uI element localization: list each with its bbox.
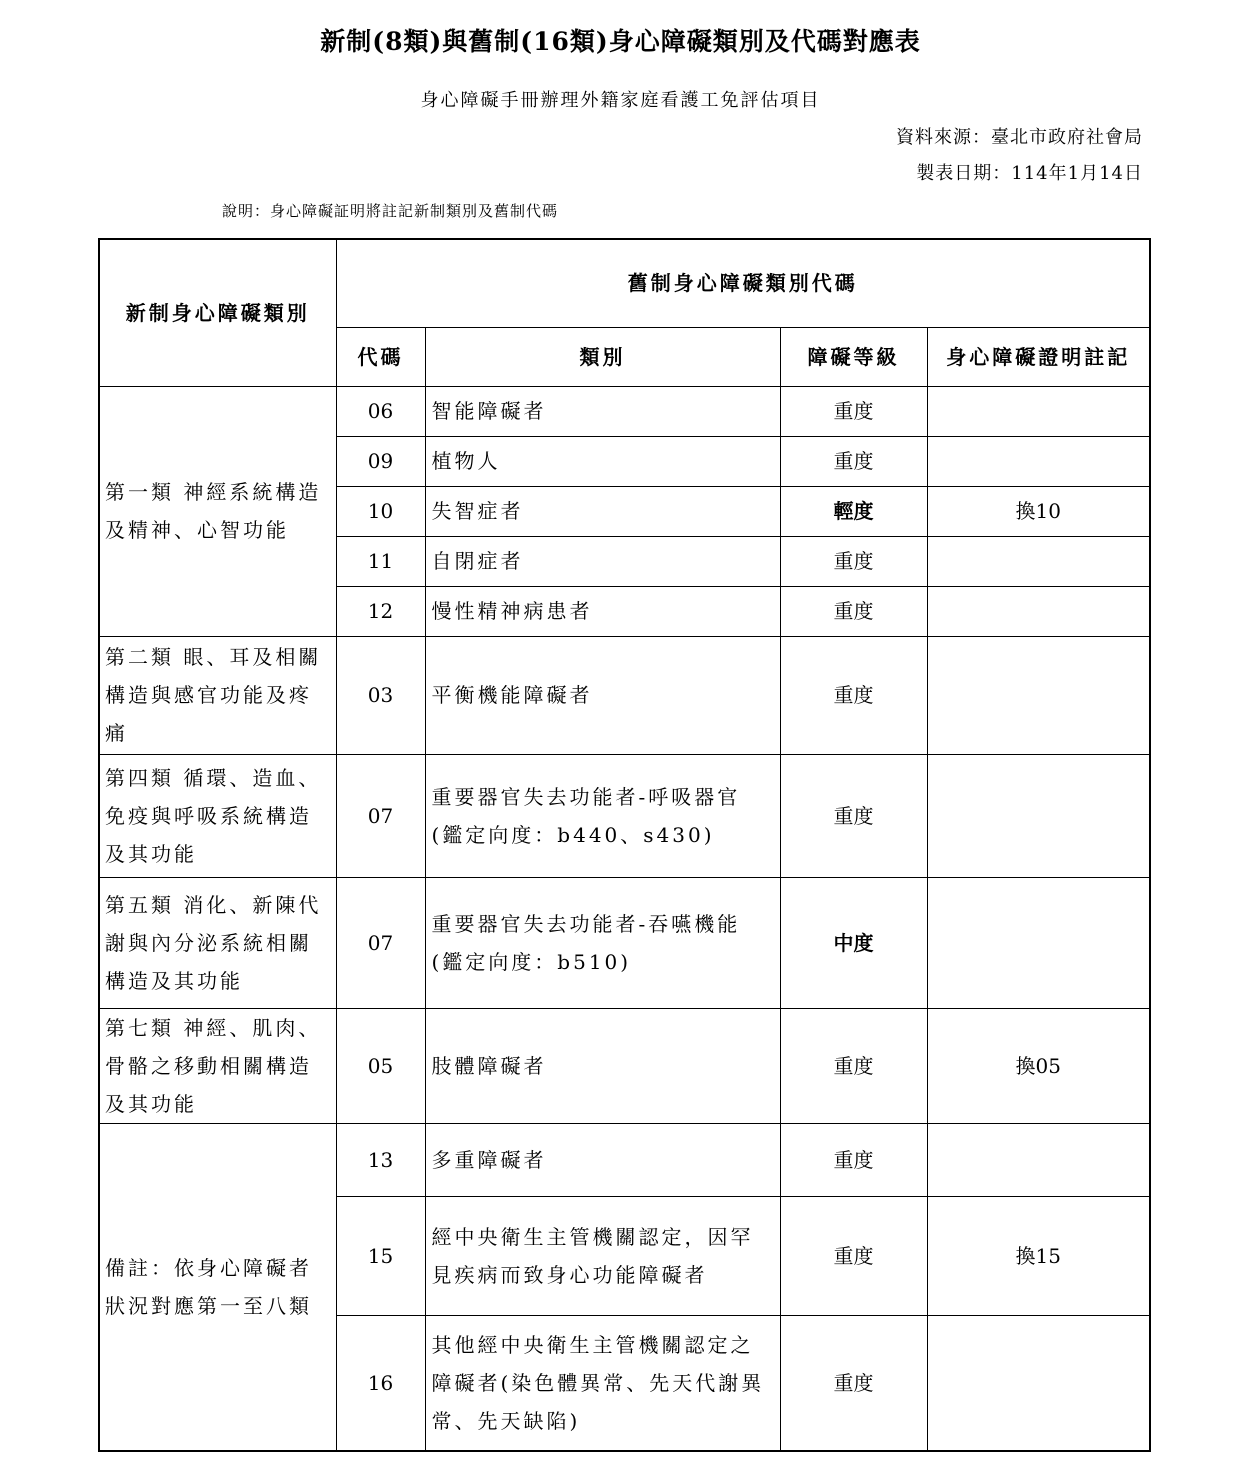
remark-cell — [927, 1315, 1150, 1451]
code-cell: 05 — [336, 1008, 425, 1123]
new-category-cell: 第四類 循環、造血、免疫與呼吸系統構造及其功能 — [99, 754, 336, 877]
level-cell: 輕度 — [780, 486, 927, 536]
level-cell: 重度 — [780, 1123, 927, 1196]
level-cell: 重度 — [780, 1196, 927, 1315]
code-cell: 09 — [336, 436, 425, 486]
header-old-group: 舊制身心障礙類別代碼 — [336, 239, 1150, 327]
table-row — [99, 386, 1150, 436]
new-category-cell: 備註：依身心障礙者狀況對應第一至八類 — [99, 1123, 336, 1451]
remark-cell — [927, 754, 1150, 877]
new-category-cell: 第五類 消化、新陳代謝與內分泌系統相關構造及其功能 — [99, 877, 336, 1008]
code-cell: 15 — [336, 1196, 425, 1315]
level-cell: 重度 — [780, 536, 927, 586]
new-category-cell: 第七類 神經、肌肉、骨骼之移動相關構造及其功能 — [99, 1008, 336, 1123]
category-cell: 植物人 — [425, 436, 780, 486]
table-row — [99, 877, 1150, 1008]
level-cell: 重度 — [780, 754, 927, 877]
remark-cell: 換15 — [927, 1196, 1150, 1315]
code-cell: 07 — [336, 877, 425, 1008]
category-cell: 肢體障礙者 — [425, 1008, 780, 1123]
header-level: 障礙等級 — [780, 327, 927, 386]
document-subtitle: 身心障礙手冊辦理外籍家庭看護工免評估項目 — [420, 90, 821, 111]
category-cell: 自閉症者 — [425, 536, 780, 586]
table-body — [99, 386, 1150, 1451]
level-cell: 中度 — [780, 877, 927, 1008]
remark-cell — [927, 586, 1150, 636]
explanation-note: 說明：身心障礙証明將註記新制類別及舊制代碼 — [222, 202, 559, 220]
remark-cell — [927, 536, 1150, 586]
table-row — [99, 754, 1150, 877]
code-cell: 03 — [336, 636, 425, 754]
code-cell: 07 — [336, 754, 425, 877]
level-cell: 重度 — [780, 586, 927, 636]
level-cell: 重度 — [780, 386, 927, 436]
remark-cell — [927, 877, 1150, 1008]
remark-cell — [927, 386, 1150, 436]
table-row — [99, 636, 1150, 754]
category-cell: 慢性精神病患者 — [425, 586, 780, 636]
category-cell: 失智症者 — [425, 486, 780, 536]
header-category: 類別 — [425, 327, 780, 386]
table-row — [99, 1008, 1150, 1123]
remark-cell — [927, 1123, 1150, 1196]
remark-cell: 換05 — [927, 1008, 1150, 1123]
category-mapping-table — [98, 238, 1151, 1452]
level-cell: 重度 — [780, 636, 927, 754]
level-cell: 重度 — [780, 1315, 927, 1451]
code-cell: 13 — [336, 1123, 425, 1196]
code-cell: 16 — [336, 1315, 425, 1451]
remark-cell: 換10 — [927, 486, 1150, 536]
table-row — [99, 1123, 1150, 1196]
category-cell: 重要器官失去功能者-吞嚥機能(鑑定向度：b510) — [425, 877, 780, 1008]
new-category-cell: 第二類 眼、耳及相關構造與感官功能及疼痛 — [99, 636, 336, 754]
header-remark: 身心障礙證明註記 — [927, 327, 1150, 386]
code-cell: 12 — [336, 586, 425, 636]
code-cell: 06 — [336, 386, 425, 436]
document-title: 新制(8類)與舊制(16類)身心障礙類別及代碼對應表 — [320, 27, 921, 56]
data-source: 資料來源：臺北市政府社會局 — [896, 127, 1143, 148]
remark-cell — [927, 436, 1150, 486]
category-cell: 其他經中央衛生主管機關認定之障礙者(染色體異常、先天代謝異常、先天缺陷) — [425, 1315, 780, 1451]
level-cell: 重度 — [780, 436, 927, 486]
header-new-category: 新制身心障礙類別 — [99, 239, 336, 386]
code-cell: 10 — [336, 486, 425, 536]
header-code: 代碼 — [336, 327, 425, 386]
category-cell: 重要器官失去功能者-呼吸器官(鑑定向度：b440、s430) — [425, 754, 780, 877]
creation-date: 製表日期：114年1月14日 — [916, 163, 1143, 184]
code-cell: 11 — [336, 536, 425, 586]
remark-cell — [927, 636, 1150, 754]
level-cell: 重度 — [780, 1008, 927, 1123]
category-cell: 多重障礙者 — [425, 1123, 780, 1196]
category-cell: 智能障礙者 — [425, 386, 780, 436]
category-cell: 平衡機能障礙者 — [425, 636, 780, 754]
new-category-cell: 第一類 神經系統構造及精神、心智功能 — [99, 386, 336, 636]
category-cell: 經中央衛生主管機關認定，因罕見疾病而致身心功能障礙者 — [425, 1196, 780, 1315]
